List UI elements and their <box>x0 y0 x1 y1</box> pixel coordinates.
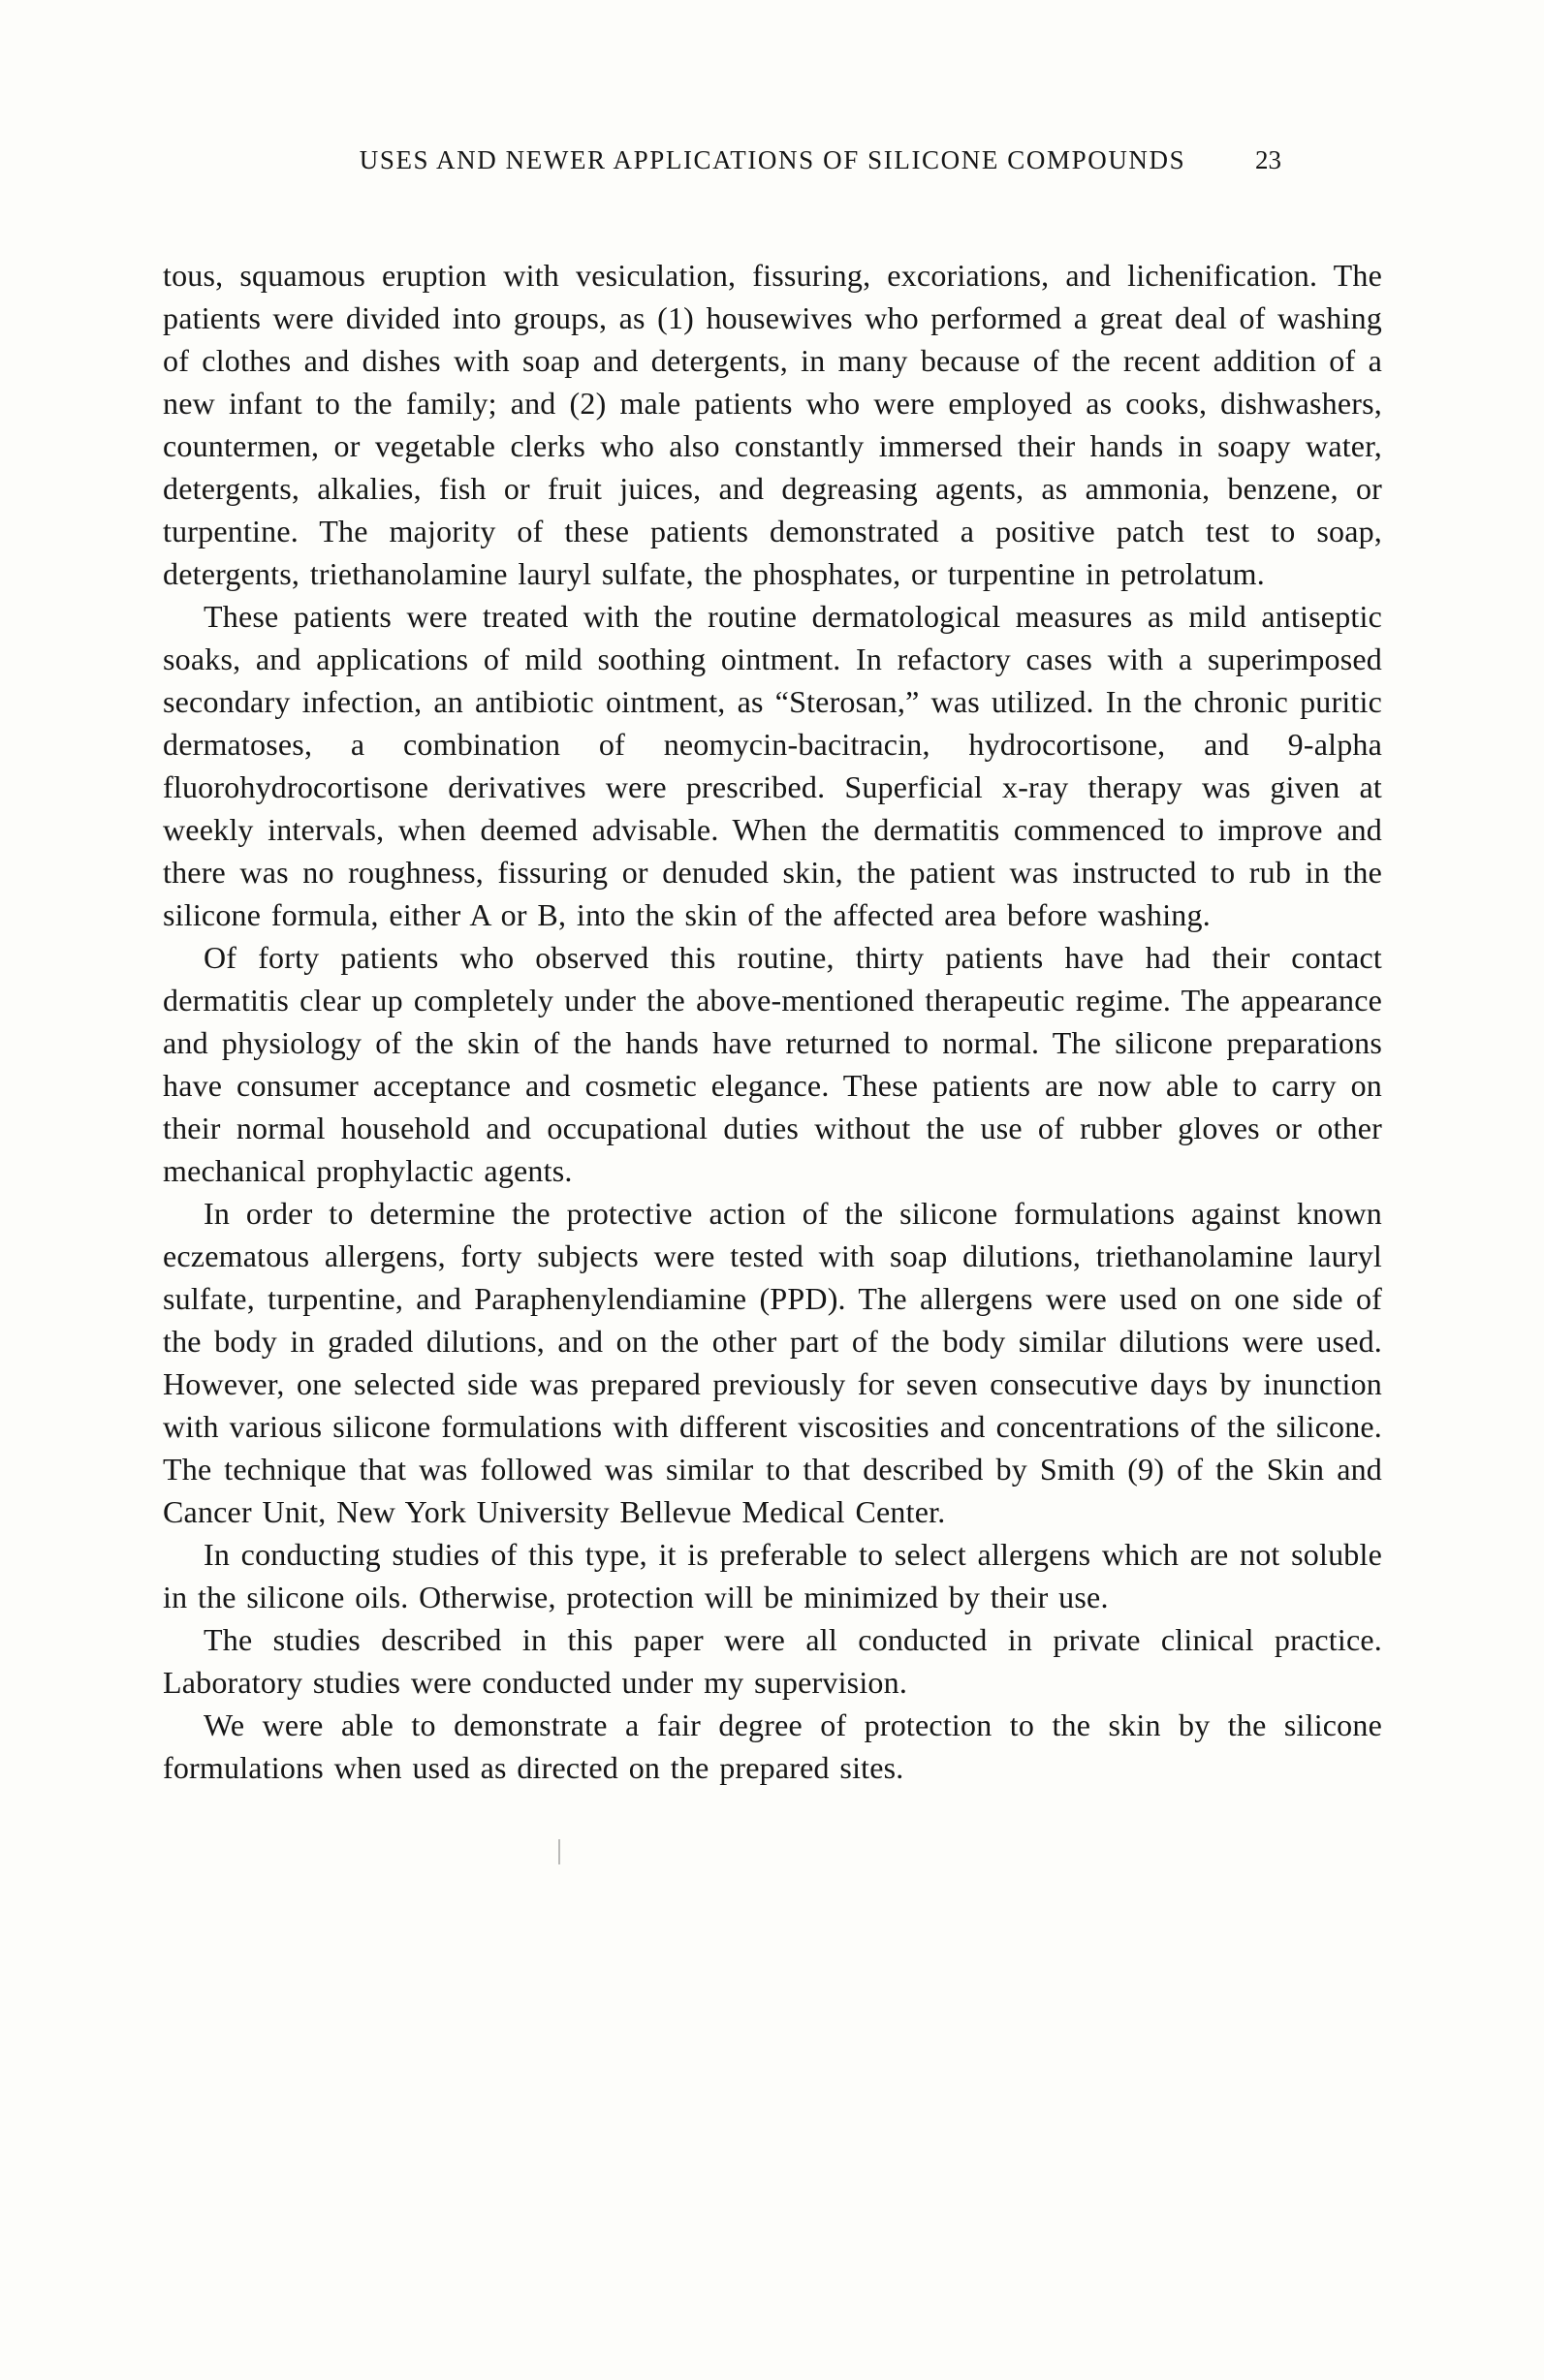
page-body <box>163 254 1382 1789</box>
page-header <box>163 145 1382 184</box>
scan-artifact <box>558 1839 560 1864</box>
running-title: USES AND NEWER APPLICATIONS OF SILICONE COMPOUNDS <box>359 145 1186 174</box>
paragraph-2: These patients were treated with the routine dermatological measures as mild antiseptic soaks, and applications of mild soothing ointment. In refactory cases with a superimposed secondary infection, an antibiotic ointment, as “Sterosan,” was utilized. In the chronic puritic dermatoses, a combination of neomycin-bacitracin, hydrocortisone, and 9-alpha fluorohydrocortisone derivatives were prescribed. Superficial x-ray therapy was given at weekly intervals, when deemed advisable. When the dermatitis commenced to improve and there was no roughness, fissuring or denuded skin, the patient was instructed to rub in the silicone formula, either A or B, into the skin of the affected area before washing. <box>163 599 1382 932</box>
page-number: 23 <box>1255 145 1281 174</box>
paragraph-3: Of forty patients who observed this routine, thirty patients have had their contact dermatitis clear up completely under the above-mentioned therapeutic regime. The appearance and physiology of the skin of the hands have returned to normal. The silicone preparations have consumer acceptance and cosmetic elegance. These patients are now able to carry on their normal household and occupational duties without the use of rubber gloves or other mechanical prophylactic agents. <box>163 940 1382 1188</box>
paragraph-1: tous, squamous eruption with vesiculation, fissuring, excoriations, and lichenification. The patients were divided into groups, as (1) housewives who performed a great deal of washing of clothes and dishes with soap and detergents, in many because of the recent addition of a new infant to the family; and (2) male patients who were employed as cooks, dishwashers, countermen, or vegetable clerks who also constantly immersed their hands in soapy water, detergents, alkalies, fish or fruit juices, and degreasing agents, as ammonia, benzene, or turpentine. The majority of these patients demonstrated a positive patch test to soap, detergents, triethanolamine lauryl sulfate, the phosphates, or turpentine in petrolatum. <box>163 258 1382 591</box>
paragraph-7 <box>163 1704 1382 1789</box>
paragraph-5: In conducting studies of this type, it is preferable to select allergens which are not soluble in the silicone oils. Otherwise, protection will be minimized by their use. <box>163 1537 1382 1614</box>
paragraph-4: In order to determine the protective action of the silicone formulations against known eczematous allergens, forty subjects were tested with soap dilutions, triethanolamine lauryl sulfate, turpentine, and Paraphenylendiamine (PPD). The allergens were used on one side of the body in graded dilutions, and on the other part of the body similar dilutions were used. However, one selected side was prepared previously for seven consecutive days by inunction with various silicone formulations with different viscosities and concentrations of the silicone. The technique that was followed was similar to that described by Smith (9) of the Skin and Cancer Unit, New York University Bellevue Medical Center. <box>163 1196 1382 1529</box>
paragraph-6: The studies described in this paper were all conducted in private clinical practice. Laboratory studies were conducted under my supervision. <box>163 1622 1382 1700</box>
text-column <box>163 145 1382 1789</box>
paragraph-7-text: We were able to demonstrate a fair degree of protection to the skin by the silicone formulations when used as directed on the prepared sites. <box>163 1707 1382 1785</box>
